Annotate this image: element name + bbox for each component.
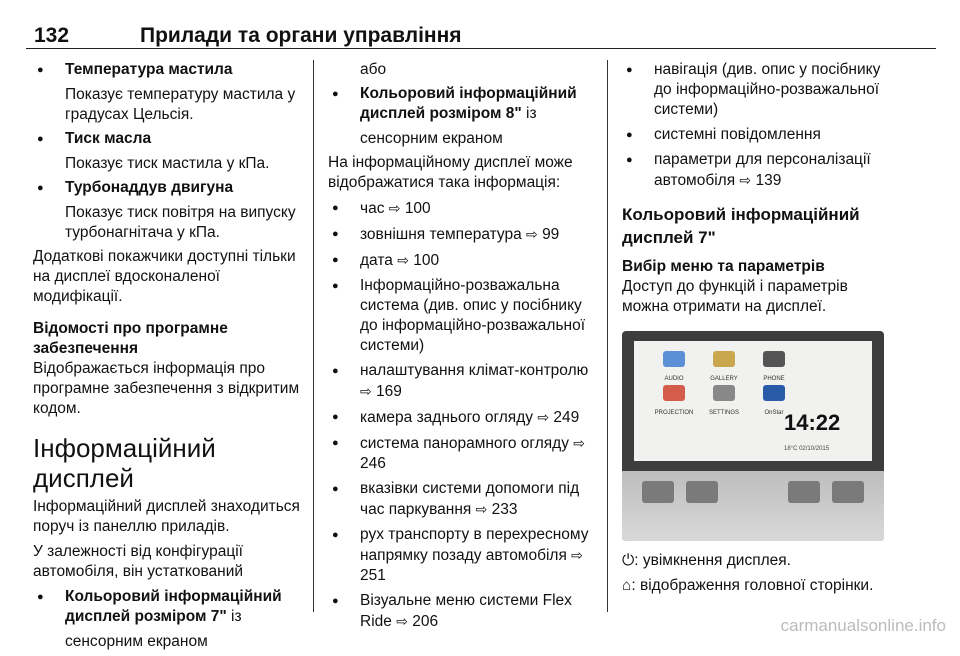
- page-ref-arrow-icon: ⇨: [537, 409, 550, 425]
- paragraph: Додаткові покажчики доступні тільки на дисплеї вдосконаленої модифікації.: [33, 248, 296, 305]
- list-item-text: рух транспорту в перехресному напрямку позаду автомобіля: [360, 526, 589, 564]
- section-heading: Відомості про програмне забезпечення: [33, 320, 228, 357]
- app-settings: SETTINGS: [698, 385, 750, 423]
- page-ref: 139: [755, 172, 782, 189]
- app-onstar: OnStar: [748, 385, 800, 423]
- page-number: 132: [34, 24, 70, 47]
- list-item-text: або: [360, 61, 387, 78]
- page-ref: 251: [360, 567, 386, 584]
- page-ref: 249: [553, 409, 580, 426]
- paragraph: У залежності від конфігурації автомобіля, він устаткований: [33, 543, 244, 580]
- page-ref: 246: [360, 455, 386, 472]
- home-icon: ⌂: [622, 577, 632, 594]
- list-item: ● Тиск масла: [33, 129, 303, 149]
- page-ref: 206: [412, 613, 439, 630]
- clock: 14:22: [784, 410, 841, 435]
- column-divider: [313, 60, 314, 612]
- clock-subline: 18°C 02/10/2015: [784, 446, 830, 452]
- list-item: [622, 125, 892, 145]
- app-gallery: GALLERY: [698, 351, 750, 389]
- list-item-text: сенсорним екраном: [65, 633, 208, 650]
- list-item: ● Температура мастила: [33, 60, 303, 80]
- list-item-text: Показує температуру мастила у градусах Цельсія.: [65, 86, 296, 123]
- list-item-text: навігація (див. опис у посібнику до інформаційно-розважальної системи): [654, 61, 881, 118]
- vent-button: [686, 481, 718, 503]
- list-item: [328, 84, 598, 124]
- page-ref: 169: [376, 383, 402, 400]
- app-phone: PHONE: [748, 351, 800, 389]
- list-item-text: система панорамного огляду: [360, 435, 569, 452]
- power-icon: ⏻: [622, 552, 635, 569]
- page-ref-arrow-icon: ⇨: [397, 252, 409, 268]
- paragraph: Інформаційний дисплей знаходиться поруч із панеллю приладів.: [33, 498, 300, 535]
- page-ref: 100: [404, 200, 431, 217]
- info-list: [622, 60, 892, 191]
- gallery-icon: [713, 351, 735, 367]
- page-ref: 100: [413, 252, 440, 269]
- page-ref-arrow-icon: ⇨: [573, 435, 586, 451]
- column-2: [328, 60, 598, 637]
- chapter-heading: Інформаційний дисплей: [33, 433, 216, 493]
- list-item: [328, 250, 598, 271]
- page-ref-arrow-icon: ⇨: [388, 200, 401, 216]
- list-item-text: дата: [360, 252, 393, 269]
- list-item: [328, 198, 598, 219]
- list-item-text: налаштування клімат-контролю: [360, 362, 589, 379]
- list-item-text: Візуальне меню системи Flex Ride: [360, 592, 572, 630]
- page-ref: 233: [491, 501, 518, 518]
- settings-icon: [713, 385, 735, 401]
- phone-icon: [763, 351, 785, 367]
- list-item: [328, 479, 598, 520]
- list-item-text: час: [360, 200, 385, 217]
- list-item: ● Турбонаддув двигуна: [33, 178, 303, 198]
- info-list: [328, 198, 598, 632]
- list-item-text: системні повідомлення: [654, 126, 821, 143]
- paragraph: ⏻: увімкнення дисплея.: [622, 552, 791, 569]
- list-item-tail: із: [521, 105, 537, 122]
- list-item: [328, 407, 598, 428]
- list-item-text: зовнішня температура: [360, 226, 522, 243]
- vent-button: [642, 481, 674, 503]
- subsection-heading: Вибір меню та параметрів: [622, 258, 825, 275]
- list-item: [328, 433, 598, 474]
- list-item-text: сенсорним екраном: [360, 130, 503, 147]
- list-item-text: Показує тиск повітря на випуску турбонагнітача у кПа.: [65, 204, 296, 241]
- page-ref-arrow-icon: ⇨: [739, 172, 752, 188]
- list-item: [328, 361, 598, 402]
- page-ref: 99: [542, 226, 560, 243]
- list-item-title: Кольоровий інформаційний дисплей розміром 8": [360, 85, 577, 122]
- page-header: [26, 0, 936, 50]
- list-item: [328, 276, 598, 356]
- projection-icon: [663, 385, 685, 401]
- paragraph: Доступ до функцій і параметрів можна отримати на дисплеї.: [622, 278, 848, 315]
- list-item: [328, 224, 598, 245]
- list-item-text: Показує тиск мастила у кПа.: [65, 155, 270, 172]
- list-item-text: Інформаційно-розважальна система (див. опис у посібнику до інформаційно-розважальної системи): [360, 277, 586, 354]
- vent-button: [788, 481, 820, 503]
- list-item: [328, 525, 598, 586]
- column-divider: [607, 60, 608, 612]
- list-item-tail: із: [226, 608, 242, 625]
- list-item-text: параметри для персоналізації автомобіля: [654, 151, 871, 189]
- watermark: carmanualsonline.info: [780, 616, 946, 635]
- list-item: [622, 60, 892, 120]
- paragraph: Відображається інформація про програмне забезпечення з відкритим кодом.: [33, 360, 300, 417]
- audio-icon: [663, 351, 685, 367]
- vent-button: [832, 481, 864, 503]
- list-item-text: вказівки системи допомоги під час паркування: [360, 480, 580, 518]
- onstar-icon: [763, 385, 785, 401]
- page-ref-arrow-icon: ⇨: [475, 501, 488, 517]
- page-ref-arrow-icon: ⇨: [526, 226, 538, 242]
- column-3: [622, 60, 892, 601]
- list-item: [328, 591, 598, 632]
- page-ref-arrow-icon: ⇨: [396, 613, 408, 629]
- header-rule: [26, 48, 936, 49]
- column-1: [33, 60, 303, 656]
- app-projection: PROJECTION: [648, 385, 700, 423]
- page-ref-arrow-icon: ⇨: [571, 547, 583, 563]
- paragraph: ⌂: відображення головної сторінки.: [622, 577, 874, 594]
- list-item: [33, 587, 303, 627]
- list-item-text: камера заднього огляду: [360, 409, 533, 426]
- page-title: Прилади та органи управління: [140, 24, 462, 47]
- list-item-title: Кольоровий інформаційний дисплей розміром 7": [65, 588, 282, 625]
- app-audio: AUDIO: [648, 351, 700, 389]
- section-heading: Кольоровий інформаційний дисплей 7": [622, 205, 860, 247]
- display-photo: [622, 331, 884, 541]
- list-item: [622, 150, 892, 191]
- display-screen: [634, 341, 872, 461]
- paragraph: На інформаційному дисплеї може відображатися така інформація:: [328, 154, 573, 191]
- page-ref-arrow-icon: ⇨: [360, 383, 372, 399]
